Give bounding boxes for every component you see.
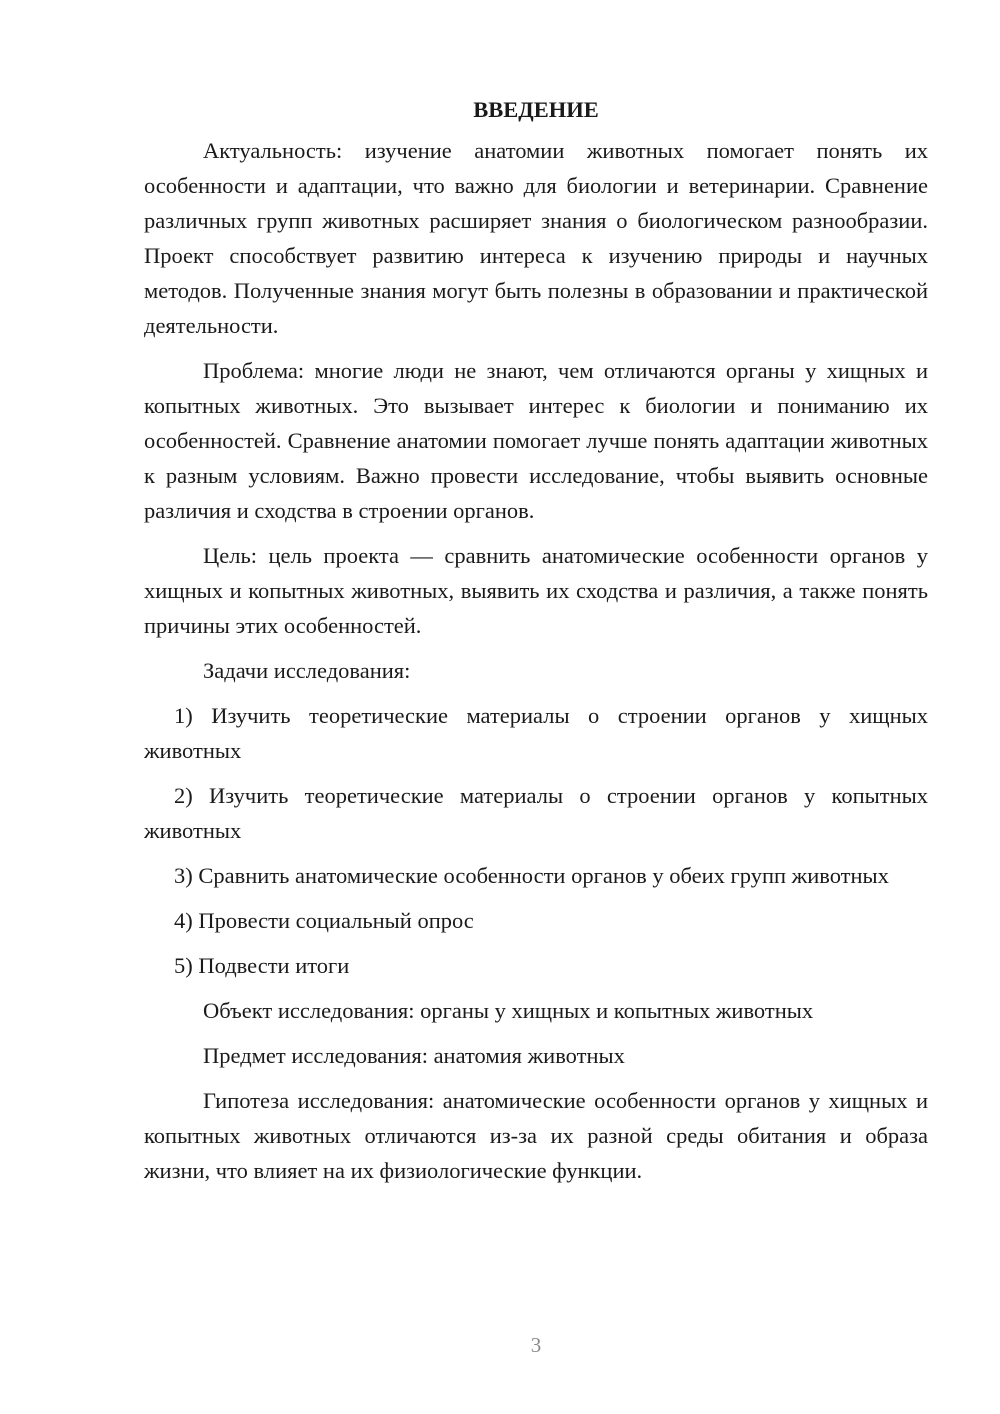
research-subject: Предмет исследования: анатомия животных [203, 1043, 625, 1068]
task-item-2: 2) Изучить теоретические материалы о строении органов у копытных животных [144, 783, 928, 843]
task-item-4: 4) Провести социальный опрос [174, 908, 474, 933]
research-object: Объект исследования: органы у хищных и копытных животных [203, 998, 814, 1023]
page-number: 3 [530, 1333, 542, 1357]
task-item-3: 3) Сравнить анатомические особенности органов у обеих групп животных [174, 863, 889, 888]
research-hypothesis: Гипотеза исследования: анатомические особенности органов у хищных и копытных животных отличаются из-за их разной среды обитания и образа жизни, что влияет на их физиологические функции. [144, 1088, 928, 1183]
page-title: ВВЕДЕНИЕ [473, 97, 599, 122]
task-item-1: 1) Изучить теоретические материалы о строении органов у хищных животных [144, 703, 928, 763]
paragraph-relevance: Актуальность: изучение анатомии животных помогает понять их особенности и адаптации, что важно для биологии и ветеринарии. Сравнение различных групп животных расширяет знания о биологическом разнообразии. Проект способствует развитию интереса к изучению природы и научных методов. Полученные знания могут быть полезны в образовании и практической деятельности. [144, 138, 928, 338]
tasks-heading: Задачи исследования: [203, 658, 411, 683]
paragraph-goal: Цель: цель проекта — сравнить анатомические особенности органов у хищных и копытных животных, выявить их сходства и различия, а также понять причины этих особенностей. [144, 543, 928, 638]
paragraph-problem: Проблема: многие люди не знают, чем отличаются органы у хищных и копытных животных. Это вызывает интерес к биологии и пониманию их особенностей. Сравнение анатомии помогает лучше понять адаптации животных к разным условиям. Важно провести исследование, чтобы выявить основные различия и сходства в строении органов. [144, 358, 928, 523]
page-content [144, 92, 928, 1198]
task-item-5: 5) Подвести итоги [174, 953, 350, 978]
